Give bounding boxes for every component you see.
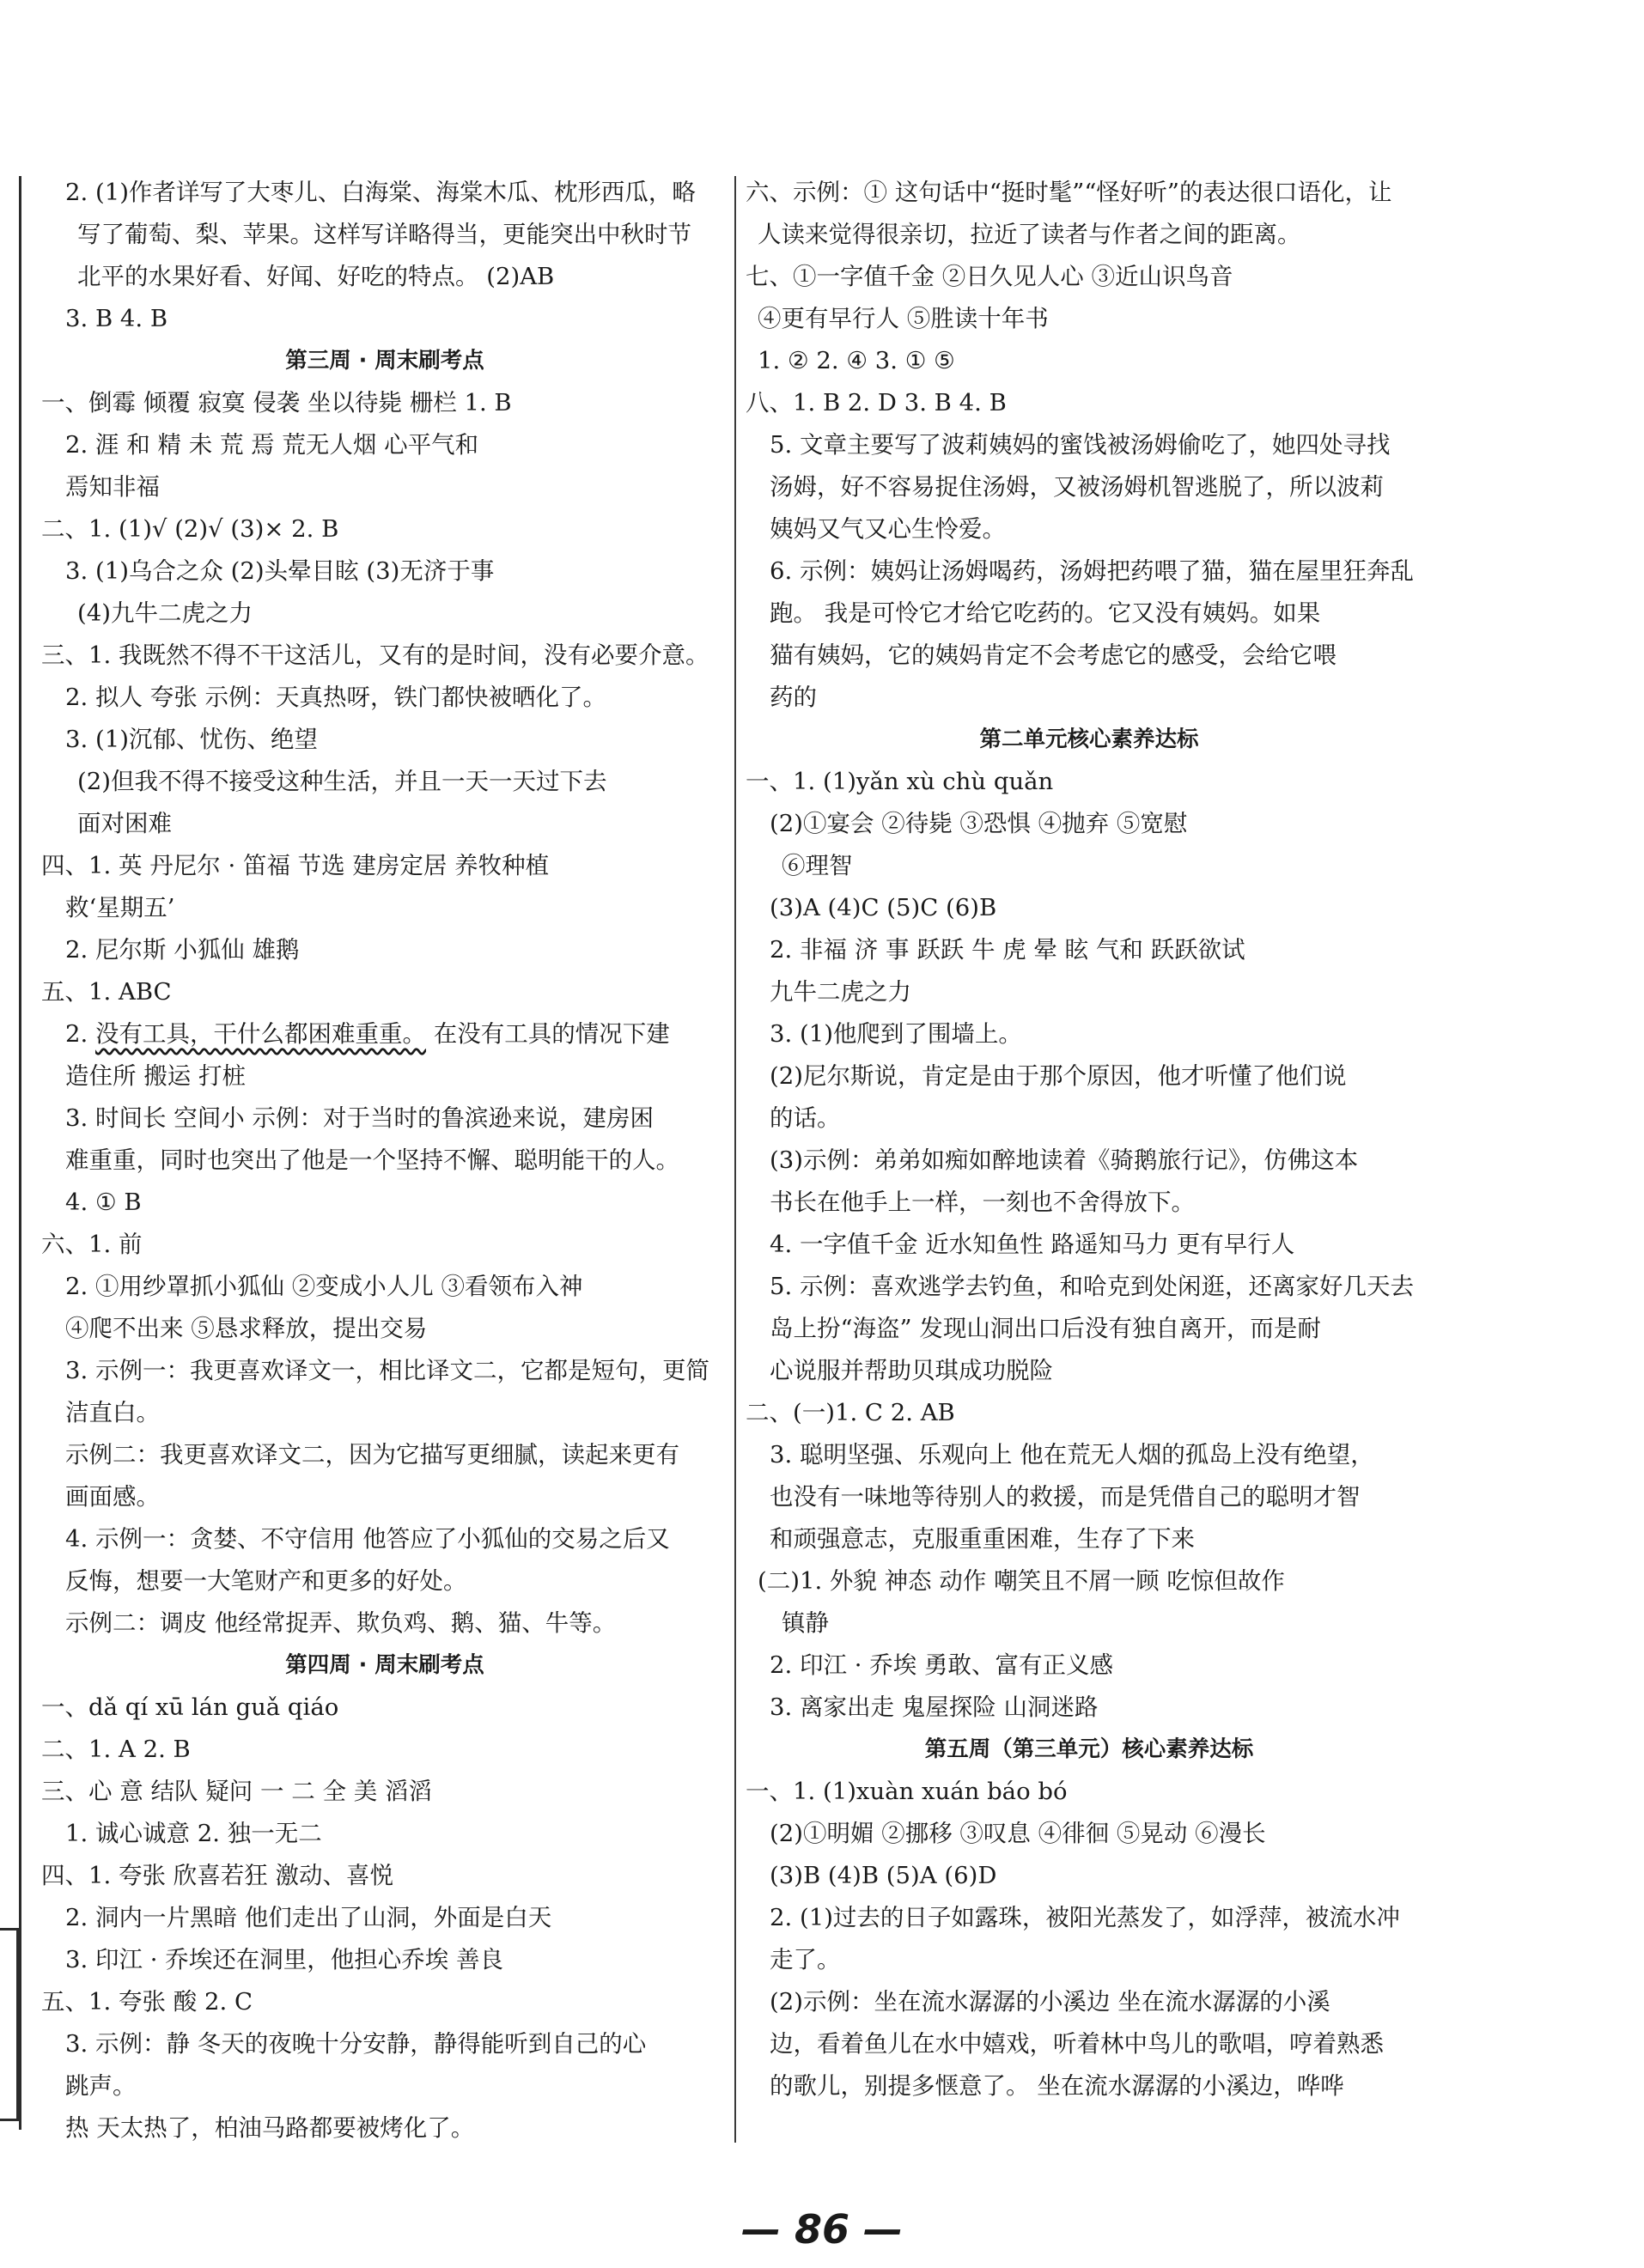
- answer-line: [746, 172, 1433, 214]
- answer-text: 镇静: [782, 1609, 829, 1637]
- answer-text: 和顽强意志，克服重重困难，生存了下来: [770, 1525, 1195, 1553]
- answer-text: 2. (1)作者详写了大枣儿、白海棠、海棠木瓜、枕形西瓜，略: [65, 179, 696, 206]
- answer-text: 1. ② 2. ④ 3. ① ⑤: [758, 347, 955, 374]
- answer-text: 3. 时间长 空间小 示例：对于当时的鲁滨逊来说，建房困: [65, 1104, 654, 1132]
- answer-column-right: [746, 172, 1433, 2107]
- answer-text: (2)①明媚 ②挪移 ③叹息 ④徘徊 ⑤晃动 ⑥漫长: [770, 1820, 1266, 1847]
- answer-text: 2. 洞内一片黑暗 他们走出了山洞，外面是白天: [65, 1904, 552, 1931]
- answer-text: 的歌儿，别提多惬意了。 坐在流水潺潺的小溪边，哗哗: [770, 2072, 1344, 2100]
- answer-text-continued: 在没有工具的情况下建: [425, 1020, 670, 1048]
- answer-line: [41, 172, 728, 214]
- answer-line: [41, 719, 728, 761]
- answer-line: [746, 1813, 1433, 1855]
- answer-text: 4. 示例一：贪婪、不守信用 他答应了小狐仙的交易之后又: [65, 1525, 670, 1553]
- answer-line: [41, 1687, 728, 1729]
- answer-line: [746, 1182, 1433, 1224]
- answer-line: [41, 1602, 728, 1645]
- answer-line: [746, 1350, 1433, 1392]
- answer-line: [41, 1140, 728, 1182]
- answer-line: [41, 1392, 728, 1434]
- answer-line: [41, 424, 728, 466]
- answer-text: 写了葡萄、梨、苹果。这样写详略得当，更能突出中秋时节: [77, 221, 691, 248]
- answer-text: 九牛二虎之力: [770, 978, 911, 1006]
- answer-line: [746, 1602, 1433, 1645]
- answer-text: 二、1. (1)√ (2)√ (3)× 2. B: [41, 515, 339, 543]
- section-heading: 第四周 · 周末刷考点: [285, 1652, 484, 1678]
- answer-text: 面对困难: [77, 810, 172, 837]
- answer-text: 四、1. 夸张 欣喜若狂 激动、喜悦: [41, 1862, 393, 1889]
- answer-text: (2)示例：坐在流水潺潺的小溪边 坐在流水潺潺的小溪: [770, 1988, 1330, 2016]
- answer-line: [746, 1981, 1433, 2023]
- answer-line: [746, 887, 1433, 929]
- answer-line: [41, 1224, 728, 1266]
- answer-line: [41, 214, 728, 256]
- answer-line: [41, 1350, 728, 1392]
- answer-line: [746, 2023, 1433, 2065]
- answer-text: 3. 聪明坚强、乐观向上 他在荒无人烟的孤岛上没有绝望，: [770, 1441, 1374, 1468]
- answer-line: [746, 298, 1433, 340]
- answer-line: [41, 2065, 728, 2107]
- answer-line: [746, 466, 1433, 508]
- answer-line: [41, 382, 728, 424]
- answer-text: (2)尼尔斯说，肯定是由于那个原因，他才听懂了他们说: [770, 1062, 1347, 1090]
- answer-line: [746, 1098, 1433, 1140]
- answer-text: 六、示例：① 这句话中“挺时髦”“怪好听”的表达很口语化，让: [746, 179, 1392, 206]
- answer-text: 5. 示例：喜欢逃学去钓鱼，和哈克到处闲逛，还离家好几天去: [770, 1273, 1414, 1300]
- answer-line: [41, 971, 728, 1013]
- answer-text: (3)B (4)B (5)A (6)D: [770, 1862, 997, 1889]
- answer-text: 3. (1)乌合之众 (2)头晕目眩 (3)无济于事: [65, 557, 495, 585]
- answer-line: [746, 1224, 1433, 1266]
- answer-text: 跳声。: [65, 2072, 137, 2100]
- answer-line: [41, 593, 728, 635]
- answer-line: [41, 1308, 728, 1350]
- section-heading: 第二单元核心素养达标: [979, 727, 1199, 752]
- page-left-edge-box: [0, 1928, 19, 2121]
- answer-text: 3. 印江 · 乔埃还在洞里，他担心乔埃 善良: [65, 1946, 503, 1973]
- answer-line: [746, 1266, 1433, 1308]
- answer-text: 三、心 意 结队 疑问 一 二 全 美 滔滔: [41, 1778, 432, 1805]
- answer-line: [41, 845, 728, 887]
- answer-line: [41, 2107, 728, 2149]
- answer-text: 五、1. ABC: [41, 978, 172, 1006]
- answer-line: [41, 1055, 728, 1098]
- answer-line: [41, 1476, 728, 1518]
- answer-line: [746, 845, 1433, 887]
- answer-line: [746, 971, 1433, 1013]
- answer-text: 难重重，同时也突出了他是一个坚持不懈、聪明能干的人。: [65, 1146, 679, 1174]
- answer-text: 2. 印江 · 乔埃 勇敢、富有正义感: [770, 1651, 1113, 1679]
- answer-column-left: [41, 172, 728, 2149]
- answer-line: [746, 1476, 1433, 1518]
- answer-text: 3. (1)他爬到了围墙上。: [770, 1020, 1022, 1048]
- answer-text: 反悔，想要一大笔财产和更多的好处。: [65, 1567, 467, 1595]
- answer-text: 1. 诚心诚意 2. 独一无二: [65, 1820, 322, 1847]
- answer-line: [746, 1392, 1433, 1434]
- answer-line: [41, 1560, 728, 1602]
- answer-text: 3. 离家出走 鬼屋探险 山洞迷路: [770, 1693, 1099, 1721]
- answer-text: 救‘星期五’: [65, 894, 175, 921]
- answer-text: 边，看着鱼儿在水中嬉戏，听着林中鸟儿的歌唱，哼着熟悉: [770, 2030, 1384, 2058]
- answer-line: [41, 1013, 728, 1055]
- answer-text: ④更有早行人 ⑤胜读十年书: [758, 305, 1049, 332]
- answer-text: 画面感。: [65, 1483, 160, 1511]
- answer-line: [746, 1645, 1433, 1687]
- answer-text: 2. 尼尔斯 小狐仙 雄鹅: [65, 936, 300, 964]
- answer-line: [746, 1897, 1433, 1939]
- page-number: — 86 —: [740, 2206, 904, 2253]
- answer-text: (3)示例：弟弟如痴如醉地读着《骑鹅旅行记》，仿佛这本: [770, 1146, 1359, 1174]
- answer-line: [41, 508, 728, 550]
- answer-line: [41, 803, 728, 845]
- answer-line: [41, 929, 728, 971]
- answer-line: [746, 1939, 1433, 1981]
- answer-text: 示例二：我更喜欢译文二，因为它描写更细腻，读起来更有: [65, 1441, 679, 1468]
- answer-line: [41, 677, 728, 719]
- answer-line: [41, 635, 728, 677]
- answer-text: 6. 示例：姨妈让汤姆喝药，汤姆把药喂了猫，猫在屋里狂奔乱: [770, 557, 1414, 585]
- answer-text: 4. 一字值千金 近水知鱼性 路遥知马力 更有早行人: [770, 1231, 1295, 1258]
- answer-text: 三、1. 我既然不得不干这活儿，又有的是时间，没有必要介意。: [41, 641, 709, 669]
- answer-line: [746, 214, 1433, 256]
- answer-text: 姨妈又气又心生怜爱。: [770, 515, 1006, 543]
- answer-text: 5. 文章主要写了波莉姨妈的蜜饯被汤姆偷吃了，她四处寻找: [770, 431, 1391, 459]
- answer-line: [41, 2023, 728, 2065]
- answer-text: (二)1. 外貌 神态 动作 嘲笑且不屑一顾 吃惊但故作: [758, 1567, 1285, 1595]
- answer-text: 2. 拟人 夸张 示例：天真热呀，铁门都快被晒化了。: [65, 684, 606, 711]
- answer-text: 六、1. 前: [41, 1231, 143, 1258]
- answer-text: (2)①宴会 ②待毙 ③恐惧 ④抛弃 ⑤宽慰: [770, 810, 1188, 837]
- answer-line: [746, 1687, 1433, 1729]
- answer-text: 3. (1)沉郁、忧伤、绝望: [65, 726, 318, 753]
- answer-text: 焉知非福: [65, 473, 160, 501]
- answer-line: [746, 508, 1433, 550]
- answer-text: 五、1. 夸张 酸 2. C: [41, 1988, 253, 2016]
- answer-line: [746, 635, 1433, 677]
- answer-text: 一、倒霉 倾覆 寂寞 侵袭 坐以待毙 栅栏 1. B: [41, 389, 512, 417]
- answer-text: 七、①一字值千金 ②日久见人心 ③近山识鸟音: [746, 263, 1233, 290]
- section-heading: 第三周 · 周末刷考点: [285, 348, 484, 374]
- answer-text: 岛上扮“海盗” 发现山洞出口后没有独自离开，而是耐: [770, 1315, 1321, 1342]
- answer-line: [746, 1055, 1433, 1098]
- answer-text: 3. 示例一：我更喜欢译文一，相比译文二，它都是短句，更简: [65, 1357, 709, 1384]
- answer-text: 跑。 我是可怜它才给它吃药的。它又没有姨妈。如果: [770, 599, 1321, 627]
- answer-line: [41, 1813, 728, 1855]
- answer-text: 洁直白。: [65, 1399, 160, 1426]
- answer-line: [746, 1434, 1433, 1476]
- answer-line: [746, 929, 1433, 971]
- answer-text: 一、dǎ qí xū lán guǎ qiáo: [41, 1693, 339, 1721]
- answer-line: [41, 1266, 728, 1308]
- answer-line: [746, 1308, 1433, 1350]
- answer-line: [746, 1855, 1433, 1897]
- answer-text: ⑥理智: [782, 852, 853, 879]
- answer-line: [746, 340, 1433, 382]
- answer-text: 北平的水果好看、好闻、好吃的特点。 (2)AB: [77, 263, 555, 290]
- answer-line: [746, 382, 1433, 424]
- answer-text: 2. 非福 济 事 跃跃 牛 虎 晕 眩 气和 跃跃欲试: [770, 936, 1245, 964]
- answer-text: 造住所 搬运 打桩: [65, 1062, 246, 1090]
- answer-line: [41, 1897, 728, 1939]
- answer-line: [746, 803, 1433, 845]
- answer-line: [41, 887, 728, 929]
- answer-text: 八、1. B 2. D 3. B 4. B: [746, 389, 1007, 417]
- answer-line: [746, 256, 1433, 298]
- answer-line: [41, 1098, 728, 1140]
- answer-text: 也没有一味地等待别人的救援，而是凭借自己的聪明才智: [770, 1483, 1361, 1511]
- answer-line: [746, 2065, 1433, 2107]
- answer-text: 二、(一)1. C 2. AB: [746, 1399, 955, 1426]
- answer-line: [41, 1855, 728, 1897]
- answer-line: [746, 1560, 1433, 1602]
- answer-text: (2)但我不得不接受这种生活，并且一天一天过下去: [77, 768, 607, 795]
- answer-text: 2. 涯 和 精 未 荒 焉 荒无人烟 心平气和: [65, 431, 479, 459]
- answer-line: [41, 1434, 728, 1476]
- answer-line: [41, 298, 728, 340]
- answer-line: [746, 1013, 1433, 1055]
- column-divider: [734, 176, 736, 2143]
- answer-text: 3. 示例：静 冬天的夜晚十分安静，静得能听到自己的心: [65, 2030, 647, 2058]
- answer-text: 汤姆，好不容易捉住汤姆，又被汤姆机智逃脱了，所以波莉: [770, 473, 1384, 501]
- answer-line: [746, 593, 1433, 635]
- answer-line: [41, 256, 728, 298]
- answer-text: 药的: [770, 684, 817, 711]
- answer-text: 二、1. A 2. B: [41, 1736, 191, 1763]
- answer-line: [41, 1981, 728, 2023]
- answer-text: 的话。: [770, 1104, 841, 1132]
- answer-text: 一、1. (1)xuàn xuán báo bó: [746, 1778, 1068, 1805]
- answer-text: ④爬不出来 ⑤恳求释放，提出交易: [65, 1315, 428, 1342]
- answer-line: [41, 550, 728, 593]
- answer-line: [746, 1771, 1433, 1813]
- page-left-edge-rule: [19, 176, 21, 2130]
- answer-line: [746, 1140, 1433, 1182]
- answer-text: 一、1. (1)yǎn xù chù quǎn: [746, 768, 1054, 795]
- answer-text: 走了。: [770, 1946, 841, 1973]
- answer-text: 热 天太热了，柏油马路都要被烤化了。: [65, 2114, 475, 2142]
- answer-text: 心说服并帮助贝琪成功脱险: [770, 1357, 1053, 1384]
- answer-text: 书长在他手上一样，一刻也不舍得放下。: [770, 1189, 1195, 1216]
- wavy-underlined-answer: 没有工具，干什么都困难重重。: [94, 1020, 426, 1048]
- answer-line: [746, 550, 1433, 593]
- answer-line: [746, 677, 1433, 719]
- section-heading: 第五周（第三单元）核心素养达标: [924, 1736, 1254, 1762]
- answer-text: 2. (1)过去的日子如露珠，被阳光蒸发了，如浮萍，被流水冲: [770, 1904, 1400, 1931]
- answer-line: [41, 1182, 728, 1224]
- answer-line: [746, 1518, 1433, 1560]
- answer-line: [41, 1729, 728, 1771]
- answer-text: (3)A (4)C (5)C (6)B: [770, 894, 997, 921]
- answer-line: [41, 1939, 728, 1981]
- answer-text: (4)九牛二虎之力: [77, 599, 253, 627]
- answer-text: 3. B 4. B: [65, 305, 168, 332]
- answer-line: [41, 1518, 728, 1560]
- answer-line: [746, 424, 1433, 466]
- answer-line: [41, 761, 728, 803]
- answer-line: [746, 761, 1433, 803]
- answer-text: 人读来觉得很亲切，拉近了读者与作者之间的距离。: [758, 221, 1301, 248]
- answer-text: 2. ①用纱罩抓小狐仙 ②变成小人儿 ③看领布入神: [65, 1273, 583, 1300]
- answer-line: [41, 466, 728, 508]
- answer-text: 2.: [65, 1020, 95, 1048]
- answer-text: 示例二：调皮 他经常捉弄、欺负鸡、鹅、猫、牛等。: [65, 1609, 617, 1637]
- answer-text: 4. ① B: [65, 1189, 142, 1216]
- answer-text: 四、1. 英 丹尼尔 · 笛福 节选 建房定居 养牧种植: [41, 852, 550, 879]
- answer-line: [41, 1771, 728, 1813]
- answer-text: 猫有姨妈，它的姨妈肯定不会考虑它的感受，会给它喂: [770, 641, 1337, 669]
